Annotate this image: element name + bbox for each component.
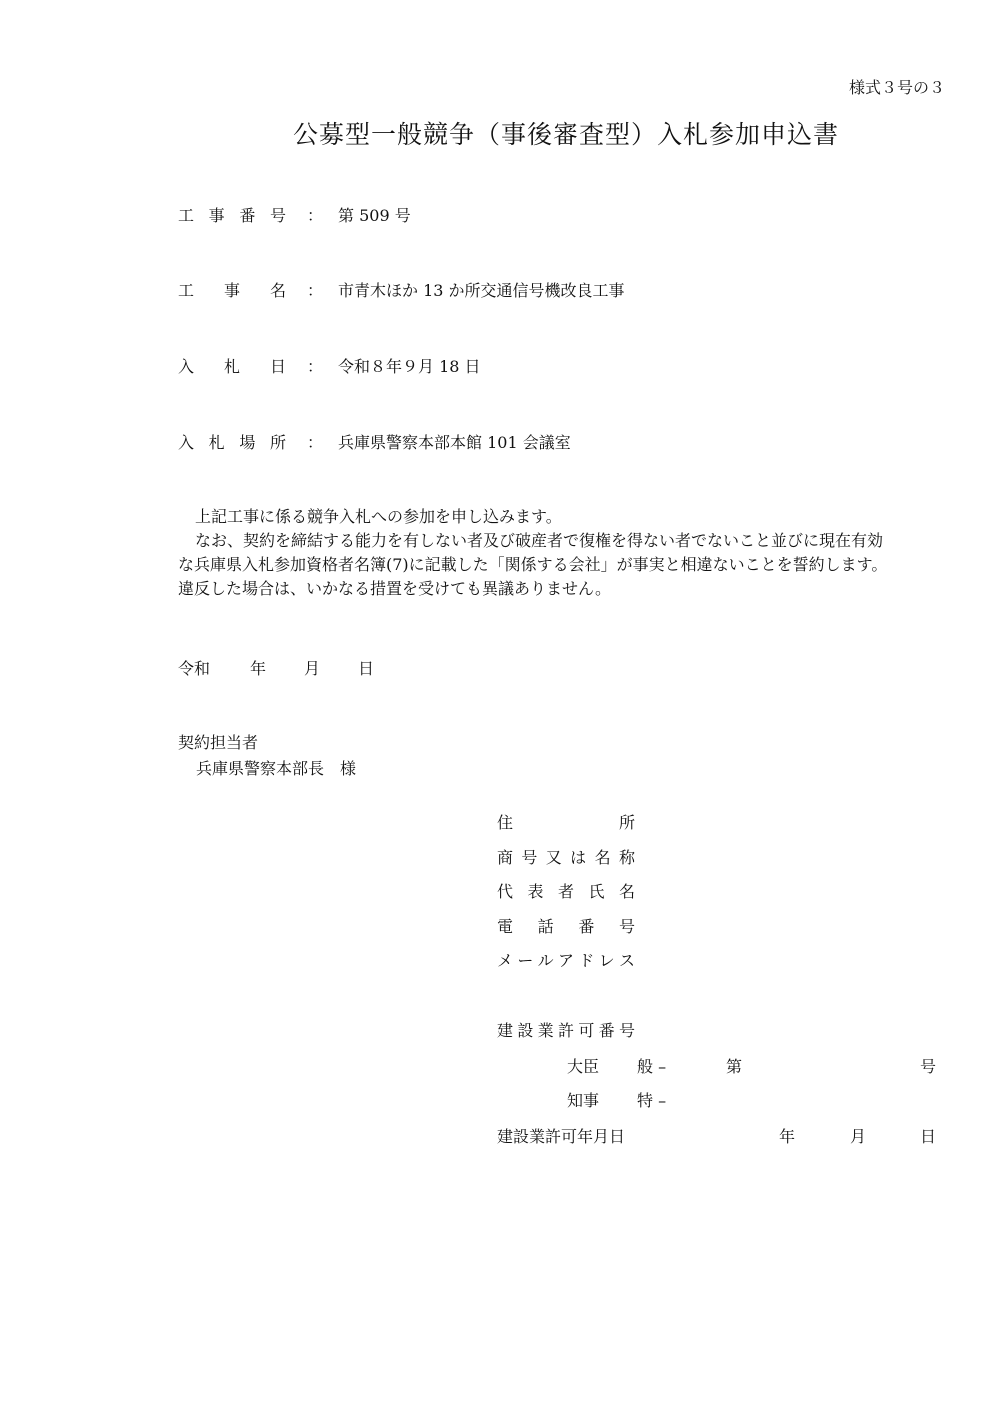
form-number: 様式３号の３ bbox=[849, 78, 946, 97]
label-char: 号 bbox=[618, 1021, 635, 1040]
label-char: ス bbox=[618, 951, 635, 970]
address-label bbox=[497, 810, 635, 833]
label-char: 称 bbox=[618, 848, 635, 867]
label-char: 番 bbox=[578, 917, 595, 936]
permit-number-suffix: 号 bbox=[920, 1057, 937, 1076]
label-char: ー bbox=[517, 951, 534, 970]
label-char: 場 bbox=[239, 433, 256, 452]
label-char: 名 bbox=[269, 281, 286, 300]
label-char: ド bbox=[578, 951, 595, 970]
label-char: ル bbox=[537, 951, 554, 970]
label-char: 入 bbox=[178, 357, 195, 376]
body-line-4: 違反した場合は、いかなる措置を受けても異議ありません。 bbox=[178, 579, 611, 598]
label-char: 日 bbox=[269, 357, 286, 376]
colon: ： bbox=[307, 206, 324, 225]
phone-label bbox=[497, 914, 635, 937]
label-char: 商 bbox=[497, 848, 514, 867]
label-char: ア bbox=[557, 951, 574, 970]
body-line-2: なお、契約を締結する能力を有しない者及び破産者で復権を得ない者でないこと並びに現在有効 bbox=[195, 531, 884, 550]
label-char: 許 bbox=[557, 1021, 574, 1040]
label-char: レ bbox=[598, 951, 615, 970]
label-char: 話 bbox=[537, 917, 554, 936]
construction-name-value: 市青木ほか 13 か所交通信号機改良工事 bbox=[338, 281, 625, 300]
label-char: 号 bbox=[521, 848, 538, 867]
label-char: 事 bbox=[208, 206, 225, 225]
permit-date-month: 月 bbox=[850, 1127, 867, 1146]
label-char: 入 bbox=[178, 433, 195, 452]
label-char: 電 bbox=[497, 917, 514, 936]
addressee-title: 契約担当者 bbox=[178, 733, 259, 752]
company-name-label bbox=[497, 845, 635, 868]
date-year: 年 bbox=[250, 659, 267, 678]
label-char: 名 bbox=[594, 848, 611, 867]
label-char: 事 bbox=[223, 281, 240, 300]
bid-place-value: 兵庫県警察本部本館 101 会議室 bbox=[338, 433, 571, 452]
construction-name-label bbox=[178, 278, 286, 301]
construction-number-label bbox=[178, 203, 286, 226]
bid-place-label bbox=[178, 430, 286, 453]
label-char: 住 bbox=[497, 813, 514, 832]
label-char: メ bbox=[497, 951, 514, 970]
label-char: 業 bbox=[537, 1021, 554, 1040]
body-line-1: 上記工事に係る競争入札への参加を申し込みます。 bbox=[195, 507, 562, 526]
permit-special: 特 – bbox=[637, 1091, 667, 1110]
permit-general: 般 – bbox=[637, 1057, 667, 1076]
email-label bbox=[497, 948, 635, 971]
label-char: 所 bbox=[269, 433, 286, 452]
label-char: 名 bbox=[618, 882, 635, 901]
label-char: 表 bbox=[527, 882, 544, 901]
date-era: 令和 bbox=[178, 659, 211, 678]
addressee-name: 兵庫県警察本部長 様 bbox=[196, 759, 357, 778]
label-char: 番 bbox=[239, 206, 256, 225]
label-char: 札 bbox=[208, 433, 225, 452]
colon: ： bbox=[307, 357, 324, 376]
label-char: 号 bbox=[618, 917, 635, 936]
construction-number-value: 第 509 号 bbox=[338, 206, 411, 225]
label-char: 所 bbox=[618, 813, 635, 832]
label-char: は bbox=[570, 848, 587, 867]
representative-label bbox=[497, 879, 635, 902]
label-char: 氏 bbox=[588, 882, 605, 901]
label-char: 号 bbox=[269, 206, 286, 225]
date-month: 月 bbox=[304, 659, 321, 678]
label-char: 工 bbox=[178, 206, 195, 225]
date-day: 日 bbox=[358, 659, 375, 678]
label-char: 工 bbox=[178, 281, 195, 300]
label-char: 札 bbox=[223, 357, 240, 376]
permit-number-prefix: 第 bbox=[726, 1057, 743, 1076]
bid-date-label bbox=[178, 354, 286, 377]
colon: ： bbox=[307, 433, 324, 452]
permit-date-label: 建設業許可年月日 bbox=[497, 1127, 626, 1146]
label-char: 設 bbox=[517, 1021, 534, 1040]
colon: ： bbox=[307, 281, 324, 300]
body-line-3: な兵庫県入札参加資格者名簿(7)に記載した「関係する会社」が事実と相違ないことを誓約します。 bbox=[178, 555, 888, 574]
label-char: 建 bbox=[497, 1021, 514, 1040]
permit-date-day: 日 bbox=[920, 1127, 937, 1146]
label-char: 可 bbox=[578, 1021, 595, 1040]
page-title: 公募型一般競争（事後審査型）入札参加申込書 bbox=[293, 120, 840, 149]
label-char: 番 bbox=[598, 1021, 615, 1040]
permit-minister: 大臣 bbox=[567, 1057, 600, 1076]
permit-number-heading bbox=[497, 1018, 635, 1041]
bid-date-value: 令和８年９月 18 日 bbox=[338, 357, 481, 376]
label-char: 又 bbox=[545, 848, 562, 867]
label-char: 代 bbox=[497, 882, 514, 901]
permit-governor: 知事 bbox=[567, 1091, 600, 1110]
permit-date-year: 年 bbox=[779, 1127, 796, 1146]
label-char: 者 bbox=[557, 882, 574, 901]
